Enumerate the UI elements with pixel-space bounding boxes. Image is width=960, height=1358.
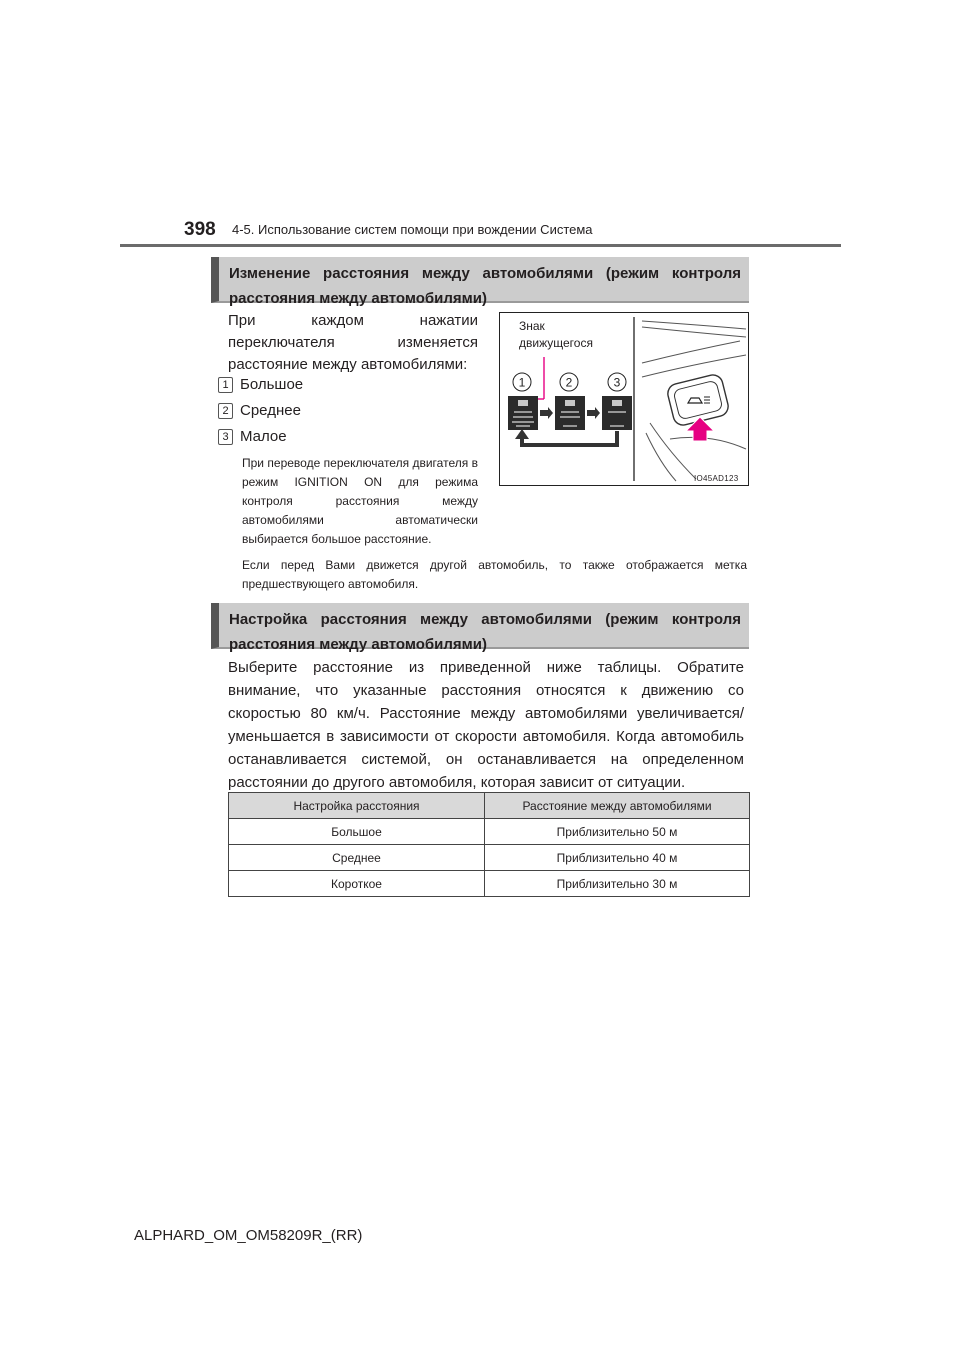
arrow-right-icon	[587, 407, 600, 419]
display-panel-medium	[555, 396, 585, 430]
circled-number-2	[560, 373, 578, 391]
note-ignition: При переводе переключателя двигателя в режим IGNITION ON для режима контроля расстояния между автомобилями автоматически выбирается большое расстояние.	[242, 456, 478, 546]
list-item-short	[218, 426, 287, 448]
page-number: 398	[184, 219, 216, 240]
number-badge: 1	[218, 377, 233, 393]
circled-number-3	[608, 373, 626, 391]
steering-wheel-spoke	[642, 341, 740, 363]
dashboard-edge	[642, 321, 746, 329]
label-line-1: Знак	[519, 319, 545, 333]
steering-wheel-spoke	[642, 355, 746, 377]
table-cell: Среднее	[229, 845, 485, 871]
illustration-code: IO45AD123	[694, 474, 739, 483]
label-line-2: движущегося	[519, 336, 593, 350]
number-badge: 3	[218, 429, 233, 445]
svg-text:2: 2	[565, 375, 573, 390]
table-cell: Приблизительно 40 м	[485, 845, 750, 871]
list-item-medium	[218, 400, 301, 422]
number-badge: 2	[218, 403, 233, 419]
section-title-change-distance: Изменение расстояния между автомобилями (режим контроля расстояния между автомобилями)	[211, 257, 749, 303]
table-cell: Приблизительно 30 м	[485, 871, 750, 897]
document-footer: ALPHARD_OM_OM58209R_(RR)	[134, 1227, 363, 1244]
table-cell: Короткое	[229, 871, 485, 897]
cycle-return-arrow	[522, 431, 617, 445]
table-cell: Приблизительно 50 м	[485, 819, 750, 845]
display-panel-long	[508, 396, 538, 430]
table-header-distance: Расстояние между автомобилями	[485, 793, 750, 819]
section-title-set-distance: Настройка расстояния между автомобилями (режим контроля расстояния между автомобилями)	[211, 603, 749, 649]
svg-text:3: 3	[613, 375, 621, 390]
display-panel-short	[602, 396, 632, 430]
distance-table	[228, 792, 750, 897]
list-item-label: Среднее	[240, 402, 301, 419]
illustration-label	[519, 318, 593, 352]
note-preceding-vehicle: Если перед Вами движется другой автомобиль, то также отображается метка предшествующего автомобиля.	[242, 558, 747, 591]
cycle-arrow-head-icon	[515, 429, 529, 439]
arrow-right-icon	[540, 407, 553, 419]
table-row	[229, 819, 750, 845]
chapter-header: 4-5. Использование систем помощи при вождении Система	[232, 222, 593, 237]
table-cell: Большое	[229, 819, 485, 845]
circled-number-1	[513, 373, 531, 391]
dashboard-edge	[642, 327, 746, 337]
intro-text: При каждом нажатии переключателя изменяется расстояние между автомобилями:	[228, 312, 478, 373]
list-item-long	[218, 374, 303, 396]
table-header-row	[229, 793, 750, 819]
table-header-setting: Настройка расстояния	[229, 793, 485, 819]
list-item-label: Малое	[240, 428, 287, 445]
steering-wheel-rim	[670, 437, 746, 449]
list-item-label: Большое	[240, 376, 304, 393]
steering-wheel-rim	[646, 433, 676, 481]
table-row	[229, 845, 750, 871]
table-row	[229, 871, 750, 897]
distance-description: Выберите расстояние из приведенной ниже таблицы. Обратите внимание, что указанные расстояния относятся к движению со скоростью 80 км/ч. Расстояние между автомобилями увеличивается/уменьшается в зависимости от скорости автомобиля. Когда автомобиль останавливается системой, он останавливается на определенном расстоянии до другого автомобиля, которая зависит от ситуации.	[228, 659, 744, 791]
svg-text:1: 1	[518, 375, 526, 390]
header-divider	[120, 244, 841, 247]
